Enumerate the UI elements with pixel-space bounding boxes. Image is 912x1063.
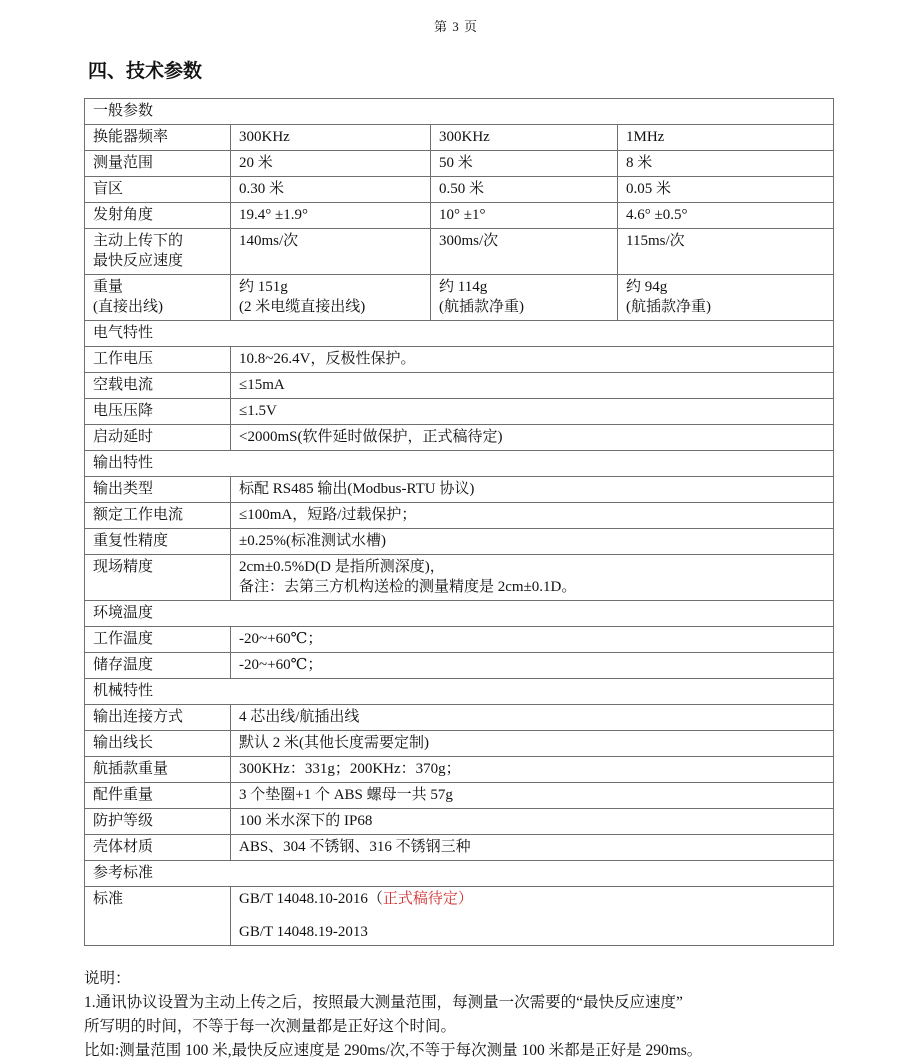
table-row <box>85 809 834 835</box>
table-row <box>85 627 834 653</box>
table-row <box>85 679 834 705</box>
row-value-cell: 0.50 米 <box>431 177 618 203</box>
table-row <box>85 731 834 757</box>
row-label-cell: 输出线长 <box>85 731 231 757</box>
row-label-cell: 发射角度 <box>85 203 231 229</box>
row-label-cell: 主动上传下的 最快反应速度 <box>85 229 231 275</box>
row-label-cell: 输出连接方式 <box>85 705 231 731</box>
table-row <box>85 835 834 861</box>
table-row <box>85 203 834 229</box>
section-header-cell: 参考标准 <box>85 861 834 887</box>
row-value-cell: ≤15mA <box>231 373 834 399</box>
row-value-cell: 100 米水深下的 IP68 <box>231 809 834 835</box>
row-value-cell: 4 芯出线/航插出线 <box>231 705 834 731</box>
row-value-cell: 1MHz <box>618 125 834 151</box>
row-value-cell: ≤1.5V <box>231 399 834 425</box>
row-value-cell: 约 151g (2 米电缆直接出线) <box>231 275 431 321</box>
row-value-cell: ≤100mA，短路/过载保护； <box>231 503 834 529</box>
row-value-cell: 约 114g (航插款净重) <box>431 275 618 321</box>
row-label-cell: 航插款重量 <box>85 757 231 783</box>
row-label-cell: 空载电流 <box>85 373 231 399</box>
row-value-cell: 300KHz <box>431 125 618 151</box>
table-row <box>85 425 834 451</box>
section-title: 四、技术参数 <box>88 61 203 82</box>
row-value-cell: 115ms/次 <box>618 229 834 275</box>
row-value-cell: 10.8~26.4V，反极性保护。 <box>231 347 834 373</box>
row-label-cell: 工作电压 <box>85 347 231 373</box>
table-row <box>85 451 834 477</box>
table-row <box>85 151 834 177</box>
page-number: 第 3 页 <box>433 19 478 34</box>
notes-title: 说明： <box>84 970 131 987</box>
table-row <box>85 653 834 679</box>
row-value-cell: 0.05 米 <box>618 177 834 203</box>
notes-section <box>84 967 854 1063</box>
pending-draft-red-text: ） <box>457 891 473 907</box>
row-label-cell: 重量 (直接出线) <box>85 275 231 321</box>
spec-table <box>84 98 834 946</box>
row-value-cell: 50 米 <box>431 151 618 177</box>
cell-text: GB/T 14048.10-2016（ <box>239 891 383 907</box>
table-row <box>85 477 834 503</box>
row-value-cell: ABS、304 不锈钢、316 不锈钢三种 <box>231 835 834 861</box>
table-row <box>85 373 834 399</box>
row-value-cell: 20 米 <box>231 151 431 177</box>
row-value-cell: GB/T 14048.10-2016（正式稿待定） GB/T 14048.19-2013 <box>231 887 834 946</box>
row-value-cell: 300KHz <box>231 125 431 151</box>
row-label-cell: 额定工作电流 <box>85 503 231 529</box>
row-label-cell: 盲区 <box>85 177 231 203</box>
row-value-cell: 3 个垫圈+1 个 ABS 螺母一共 57g <box>231 783 834 809</box>
row-value-cell: 默认 2 米(其他长度需要定制) <box>231 731 834 757</box>
table-row <box>85 399 834 425</box>
table-row <box>85 503 834 529</box>
note-line: 1.通讯协议设置为主动上传之后，按照最大测量范围，每测量一次需要的“最快反应速度” <box>84 994 683 1011</box>
row-value-cell: 4.6° ±0.5° <box>618 203 834 229</box>
table-row <box>85 125 834 151</box>
row-value-cell: 标配 RS485 输出(Modbus-RTU 协议) <box>231 477 834 503</box>
row-value-cell: 10° ±1° <box>431 203 618 229</box>
spec-table-body <box>85 99 834 946</box>
row-label-cell: 重复性精度 <box>85 529 231 555</box>
table-row <box>85 275 834 321</box>
row-value-cell: 300ms/次 <box>431 229 618 275</box>
row-value-cell: ±0.25%(标准测试水槽) <box>231 529 834 555</box>
table-row <box>85 887 834 946</box>
row-label-cell: 测量范围 <box>85 151 231 177</box>
row-value-cell: 140ms/次 <box>231 229 431 275</box>
note-line: 所写明的时间，不等于每一次测量都是正好这个时间。 <box>84 1018 457 1035</box>
section-header-cell: 机械特性 <box>85 679 834 705</box>
section-header-cell: 环境温度 <box>85 601 834 627</box>
section-header-cell: 输出特性 <box>85 451 834 477</box>
row-value-cell: 300KHz：331g；200KHz：370g； <box>231 757 834 783</box>
row-label-cell: 标准 <box>85 887 231 946</box>
row-label-cell: 输出类型 <box>85 477 231 503</box>
row-label-cell: 防护等级 <box>85 809 231 835</box>
table-row <box>85 757 834 783</box>
section-header-cell: 电气特性 <box>85 321 834 347</box>
row-label-cell: 启动延时 <box>85 425 231 451</box>
row-label-cell: 工作温度 <box>85 627 231 653</box>
table-row <box>85 177 834 203</box>
row-value-cell: 19.4° ±1.9° <box>231 203 431 229</box>
row-label-cell: 壳体材质 <box>85 835 231 861</box>
table-row <box>85 783 834 809</box>
row-value-cell: <2000mS(软件延时做保护，正式稿待定) <box>231 425 834 451</box>
note-line: 比如:测量范围 100 米,最快反应速度是 290ms/次,不等于每次测量 100 米都是正好是 290ms。 <box>84 1042 703 1059</box>
table-row <box>85 321 834 347</box>
row-value-cell: -20~+60℃； <box>231 627 834 653</box>
row-label-cell: 储存温度 <box>85 653 231 679</box>
table-row <box>85 861 834 887</box>
row-value-cell: 0.30 米 <box>231 177 431 203</box>
row-label-cell: 换能器频率 <box>85 125 231 151</box>
table-row <box>85 229 834 275</box>
row-value-cell: 约 94g (航插款净重) <box>618 275 834 321</box>
row-label-cell: 现场精度 <box>85 555 231 601</box>
row-label-cell: 配件重量 <box>85 783 231 809</box>
row-label-cell: 电压压降 <box>85 399 231 425</box>
table-row <box>85 529 834 555</box>
row-value-cell: 8 米 <box>618 151 834 177</box>
table-row <box>85 347 834 373</box>
table-row <box>85 705 834 731</box>
table-row <box>85 555 834 601</box>
row-value-cell: 2cm±0.5%D(D 是指所测深度)， 备注：去第三方机构送检的测量精度是 2cm±0.1D。 <box>231 555 834 601</box>
row-value-cell: -20~+60℃； <box>231 653 834 679</box>
section-header-cell: 一般参数 <box>85 99 834 125</box>
pending-draft-red-text: 正式稿待定 <box>382 891 458 907</box>
table-row <box>85 99 834 125</box>
table-row <box>85 601 834 627</box>
